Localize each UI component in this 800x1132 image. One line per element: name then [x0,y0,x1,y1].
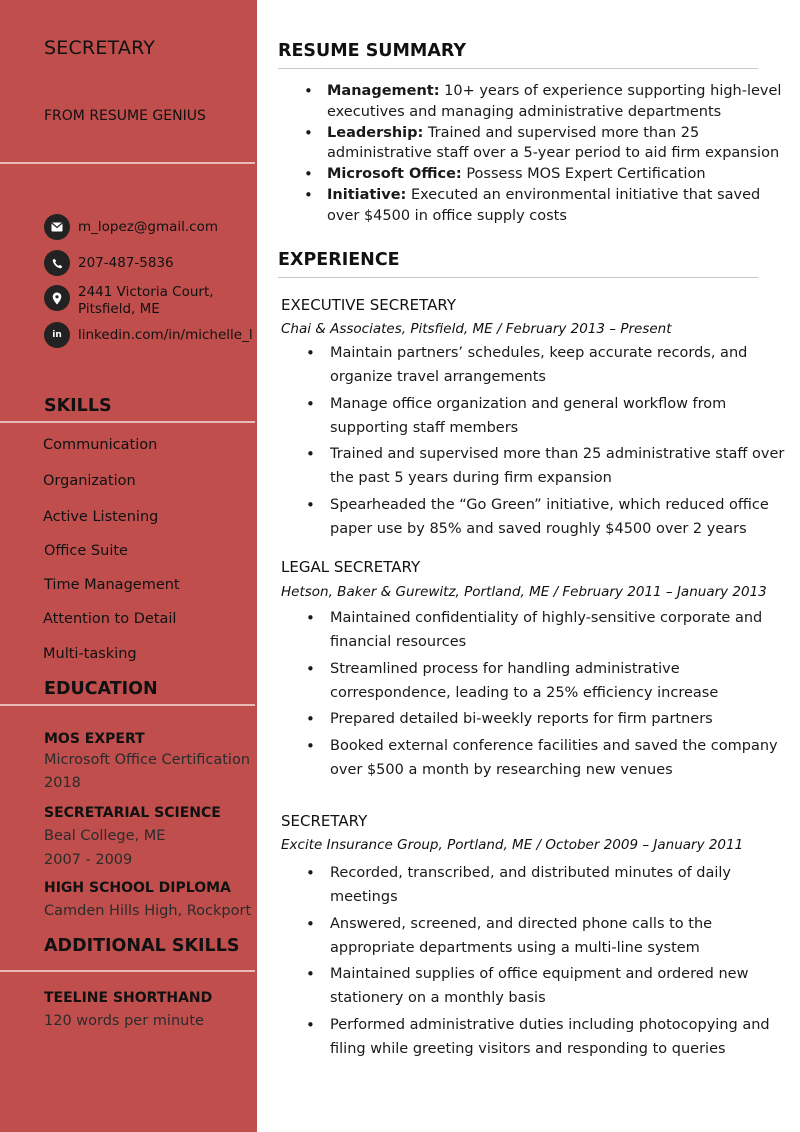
job-title: LEGAL SECRETARY [281,558,421,576]
job-bullets [304,861,794,1063]
divider [0,162,255,164]
contact-linkedin-text: linkedin.com/in/michelle_l [78,326,253,343]
list-item: • Spearheaded the “Go Green” initiative, which reduced office paper use by 85% and saved roughly $4500 over 2 years [304,493,794,541]
education-detail: 2007 - 2009 [44,852,133,868]
experience-heading: EXPERIENCE [278,250,400,270]
divider [0,970,255,972]
skill-item: Attention to Detail [43,611,177,627]
list-item: • Trained and supervised more than 25 administrative staff over the past 5 years during firm expansion [304,442,794,490]
education-detail: 2018 [44,775,81,791]
education-title: MOS EXPERT [44,731,145,747]
summary-item: • Initiative: Executed an environmental initiative that saved over $4500 in office supply costs [304,185,794,227]
list-item: • Maintained confidentiality of highly-sensitive corporate and financial resources [304,606,794,654]
linkedin-icon: in [44,322,70,348]
contact-email-text: m_lopez@gmail.com [78,218,218,235]
additional-skills-heading: ADDITIONAL SKILLS [44,936,240,956]
email-icon [44,214,70,240]
contact-address-text: 2441 Victoria Court, Pitsfield, ME [78,284,214,317]
skill-item: Time Management [44,577,180,593]
divider [278,68,758,69]
list-item: • Performed administrative duties including photocopying and filing while greeting visitors and responding to queries [304,1013,794,1061]
list-item: • Booked external conference facilities and saved the company over $500 a month by researching new venues [304,734,794,782]
additional-skill-detail: 120 words per minute [44,1013,204,1029]
skill-item: Communication [43,437,158,453]
summary-heading: RESUME SUMMARY [278,41,467,61]
skill-item: Multi-tasking [43,646,137,662]
contact-phone[interactable] [44,250,174,276]
education-detail: Camden Hills High, Rockport [44,903,252,919]
divider [0,421,255,423]
job-title: SECRETARY [281,812,368,830]
education-title: SECRETARIAL SCIENCE [44,805,221,821]
divider [278,277,758,278]
contact-phone-text: 207-487-5836 [78,254,174,271]
divider [0,704,255,706]
skills-heading: SKILLS [44,396,112,416]
list-item: • Streamlined process for handling administrative correspondence, leading to a 25% efficiency increase [304,657,794,705]
list-item: • Prepared detailed bi-weekly reports for firm partners [304,707,794,731]
resume-subtitle: FROM RESUME GENIUS [44,108,206,124]
skill-item: Office Suite [44,543,128,559]
contact-linkedin[interactable] [44,322,253,348]
job-title: EXECUTIVE SECRETARY [281,296,457,314]
job-meta: Excite Insurance Group, Portland, ME / October 2009 – January 2011 [281,837,744,853]
job-meta: Hetson, Baker & Gurewitz, Portland, ME / February 2011 – January 2013 [281,584,767,600]
summary-list [304,81,794,227]
contact-email[interactable] [44,214,218,240]
job-meta: Chai & Associates, Pitsfield, ME / February 2013 – Present [281,321,672,337]
list-item: • Answered, screened, and directed phone calls to the appropriate departments using a multi-line system [304,912,794,960]
contact-address [44,284,214,318]
skill-item: Active Listening [43,509,159,525]
list-item: • Maintain partners’ schedules, keep accurate records, and organize travel arrangements [304,341,794,389]
education-detail: Beal College, ME [44,828,166,844]
list-item: • Recorded, transcribed, and distributed minutes of daily meetings [304,861,794,909]
education-heading: EDUCATION [44,679,158,699]
summary-item: • Leadership: Trained and supervised more than 25 administrative staff over a 5-year period to aid firm expansion [304,123,794,165]
job-bullets [304,341,794,543]
education-detail: Microsoft Office Certification [44,752,251,768]
summary-item: • Microsoft Office: Possess MOS Expert Certification [304,164,794,185]
additional-skill-title: TEELINE SHORTHAND [44,990,213,1006]
list-item: • Manage office organization and general workflow from supporting staff members [304,392,794,440]
list-item: • Maintained supplies of office equipment and ordered new stationery on a monthly basis [304,962,794,1010]
education-title: HIGH SCHOOL DIPLOMA [44,880,231,896]
summary-item: • Management: 10+ years of experience supporting high-level executives and managing administrative departments [304,81,794,123]
skill-item: Organization [43,473,136,489]
sidebar [0,0,257,1132]
resume-title: SECRETARY [44,37,156,59]
job-bullets [304,606,794,784]
location-icon [44,285,70,311]
phone-icon [44,250,70,276]
